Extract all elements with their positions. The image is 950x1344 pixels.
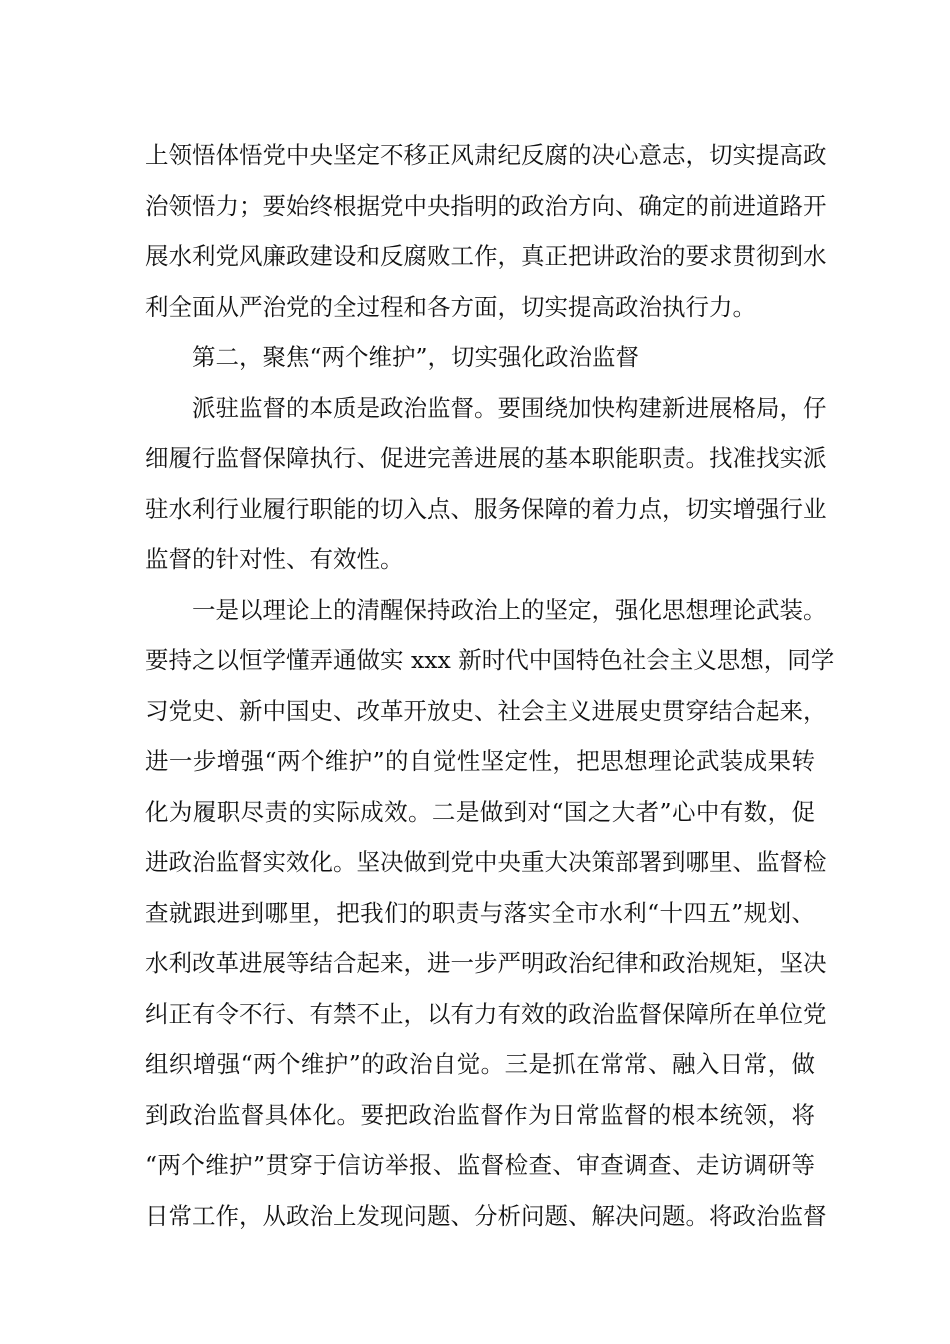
text-line: 驻水利行业履行职能的切入点、服务保障的着力点，切实增强行业 — [145, 494, 827, 523]
text-line: “两个维护”贯穿于信访举报、监督检查、审查调查、走访调研等 — [145, 1151, 815, 1179]
text-line: 习党史、新中国史、改革开放史、社会主义进展史贯穿结合起来， — [145, 696, 827, 725]
text-line: 监督的针对性、有效性。 — [145, 545, 404, 573]
text-line: 化为履职尽责的实际成效。二是做到对“国之大者”心中有数，促 — [145, 797, 815, 826]
text-line: 水利改革进展等结合起来，进一步严明政治纪律和政治规矩，坚决 — [145, 949, 827, 977]
text-line: 派驻监督的本质是政治监督。要围绕加快构建新进展格局，仔 — [192, 393, 827, 422]
document-body — [145, 130, 835, 1241]
text-line: 到政治监督具体化。要把政治监督作为日常监督的根本统领，将 — [145, 1100, 815, 1129]
text-line: 要持之以恒学懂弄通做实 xxx 新时代中国特色社会主义思想，同学 — [145, 646, 835, 674]
text-line: 进一步增强“两个维护”的自觉性坚定性，把思想理论武装成果转 — [145, 747, 815, 775]
text-line: 进政治监督实效化。坚决做到党中央重大决策部署到哪里、监督检 — [145, 848, 827, 876]
text-line: 细履行监督保障执行、促进完善进展的基本职能职责。找准找实派 — [145, 444, 827, 472]
text-line: 查就跟进到哪里，把我们的职责与落实全市水利“十四五”规划、 — [145, 898, 815, 927]
text-line: 日常工作，从政治上发现问题、分析问题、解决问题。将政治监督 — [145, 1201, 827, 1230]
text-line: 一是以理论上的清醒保持政治上的坚定，强化思想理论武装。 — [192, 595, 827, 624]
text-line: 上领悟体悟党中央坚定不移正风肃纪反腐的决心意志，切实提高政 — [145, 141, 827, 169]
text-line: 治领悟力；要始终根据党中央指明的政治方向、确定的前进道路开 — [145, 191, 827, 220]
text-line: 第二，聚焦“两个维护”，切实强化政治监督 — [192, 343, 640, 371]
text-line: 组织增强“两个维护”的政治自觉。三是抓在常常、融入日常，做 — [145, 1050, 815, 1078]
text-line: 纠正有令不行、有禁不止，以有力有效的政治监督保障所在单位党 — [145, 999, 827, 1028]
text-line: 利全面从严治党的全过程和各方面，切实提高政治执行力。 — [145, 292, 756, 321]
text-line: 展水利党风廉政建设和反腐败工作，真正把讲政治的要求贯彻到水 — [145, 242, 827, 270]
